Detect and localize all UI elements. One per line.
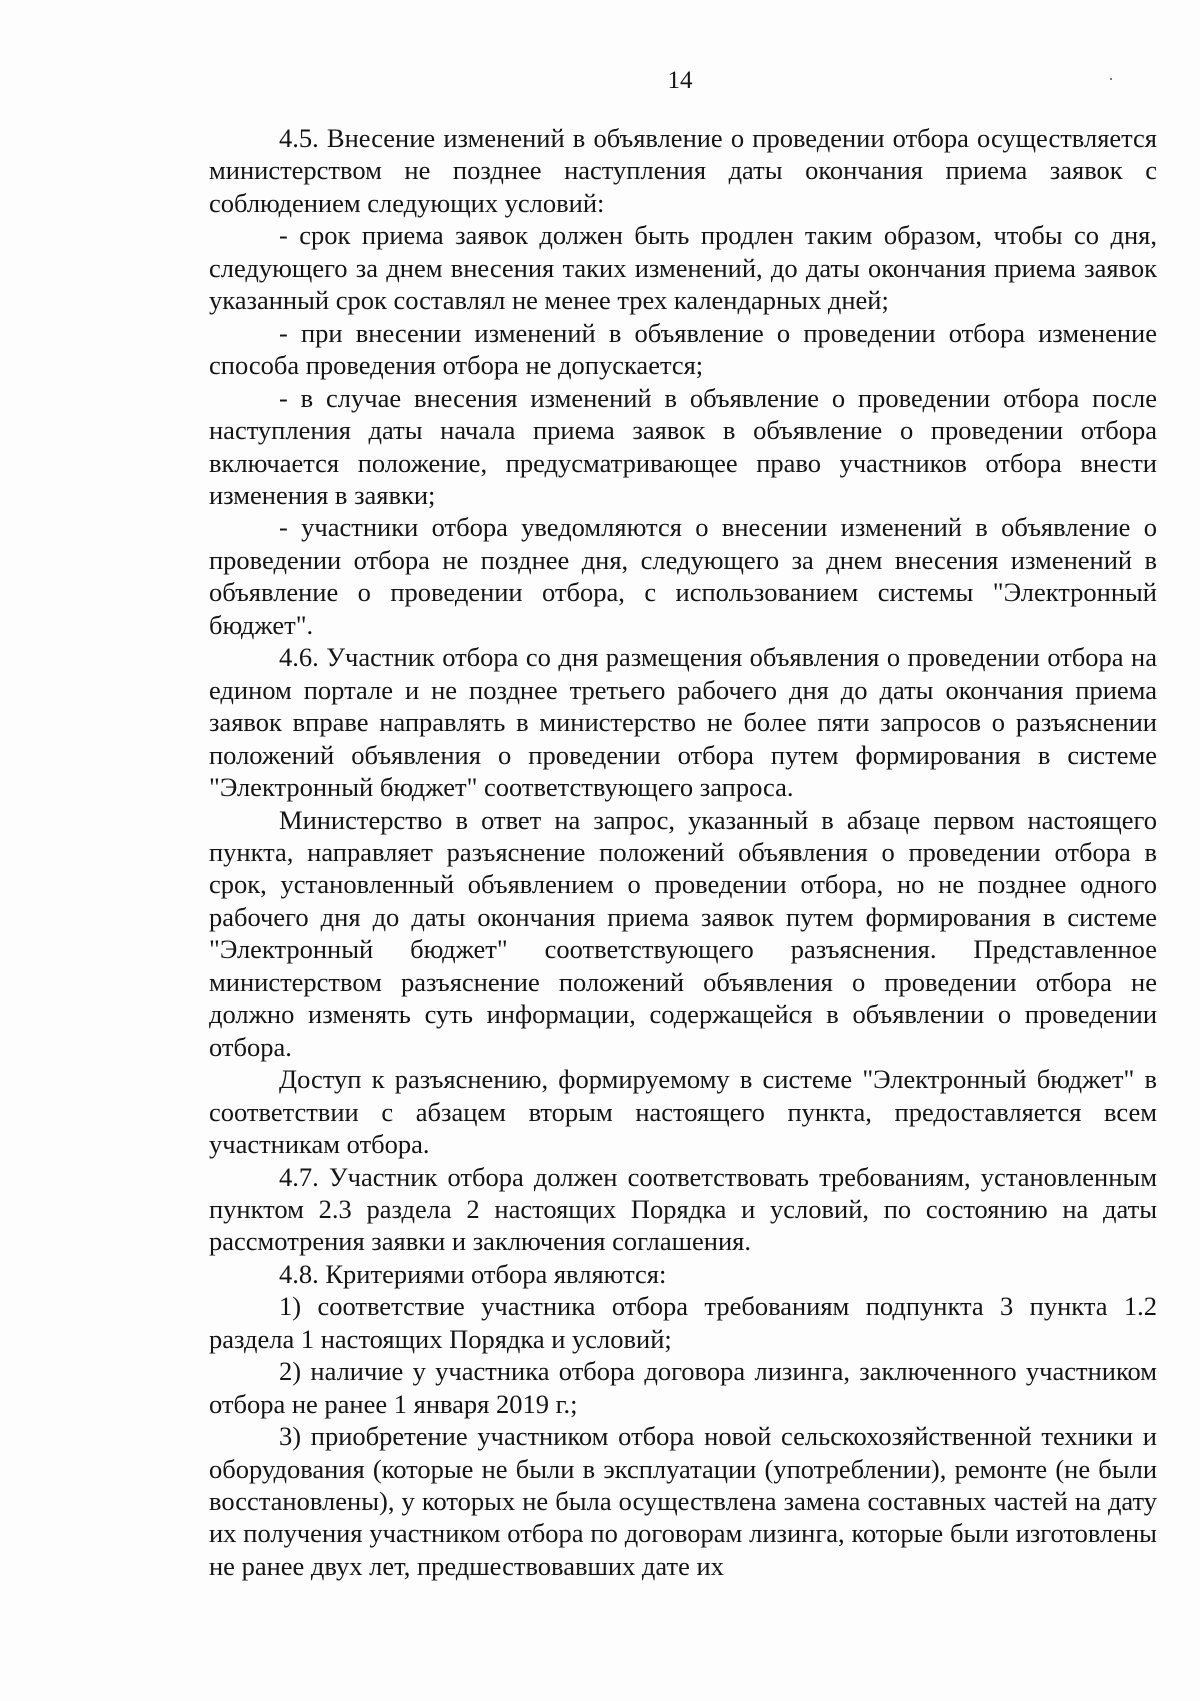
paragraph-4-6: 4.6. Участник отбора со дня размещения объявления о проведении отбора на едином портале и не позднее третьего рабочего дня до даты окончания приема заявок вправе направлять в министерство не более пяти запросов о разъяснении положений объявления о проведении отбора путем формирования в системе "Электронный бюджет" соответствующего запроса.	[209, 642, 1157, 803]
page-number: 14	[667, 67, 693, 94]
paragraph-4-8: 4.8. Критериями отбора являются:	[279, 1258, 667, 1289]
paragraph-criterion-1: 1) соответствие участника отбора требованиям подпункта 3 пункта 1.2 раздела 1 настоящих Порядка и условий;	[209, 1291, 1157, 1354]
paragraph-condition-2: - при внесении изменений в объявление о проведении отбора изменение способа проведения отбора не допускается;	[209, 317, 1157, 381]
paragraph-ministry-response: Министерство в ответ на запрос, указанный в абзаце первом настоящего пункта, направляет разъяснение положений объявления о проведении отбора в срок, установленный объявлением о проведении отбора, но не позднее одного рабочего дня до даты окончания приема заявок путем формирования в системе "Электронный бюджет" соответствующего разъяснения. Представленное министерством разъяснение положений объявления о проведении отбора не должно изменять суть информации, содержащейся в объявлении о проведении отбора.	[209, 804, 1157, 1062]
paragraph-condition-3: - в случае внесения изменений в объявление о проведении отбора после наступления даты начала приема заявок в объявление о проведении отбора включается положение, предусматривающее право участников отбора внести изменения в заявки;	[209, 382, 1157, 510]
document-body	[209, 122, 1157, 1582]
paragraph-criterion-3: 3) приобретение участником отбора новой сельскохозяйственной техники и оборудования (которые не были в эксплуатации (употреблении), ремонте (не были восстановлены), у которых не была осуществлена замена составных частей на дату их получения участником отбора по договорам лизинга, которые были изготовлены не ранее двух лет, предшествовавших дате их	[209, 1421, 1157, 1581]
paragraph-condition-4: - участники отбора уведомляются о внесении изменений в объявление о проведении отбора не позднее дня, следующего за днем внесения изменений в объявление о проведении отбора, с использованием системы "Электронный бюджет".	[209, 512, 1157, 640]
paragraph-access: Доступ к разъяснению, формируемому в системе "Электронный бюджет" в соответствии с абзацем вторым настоящего пункта, предоставляется всем участникам отбора.	[209, 1064, 1157, 1160]
paragraph-condition-1: - срок приема заявок должен быть продлен таким образом, чтобы со дня, следующего за днем внесения таких изменений, до даты окончания приема заявок указанный срок составлял не менее трех календарных дней;	[209, 220, 1157, 316]
scan-speck	[1110, 78, 1112, 80]
paragraph-criterion-2: 2) наличие у участника отбора договора лизинга, заключенного участником отбора не ранее 1 января 2019 г.;	[209, 1356, 1157, 1419]
paragraph-4-7: 4.7. Участник отбора должен соответствовать требованиям, установленным пунктом 2.3 раздела 2 настоящих Порядка и условий, по состоянию на даты рассмотрения заявки и заключения соглашения.	[209, 1161, 1157, 1257]
paragraph-4-5: 4.5. Внесение изменений в объявление о проведении отбора осуществляется министерством не позднее наступления даты окончания приема заявок с соблюдением следующих условий:	[209, 123, 1157, 218]
